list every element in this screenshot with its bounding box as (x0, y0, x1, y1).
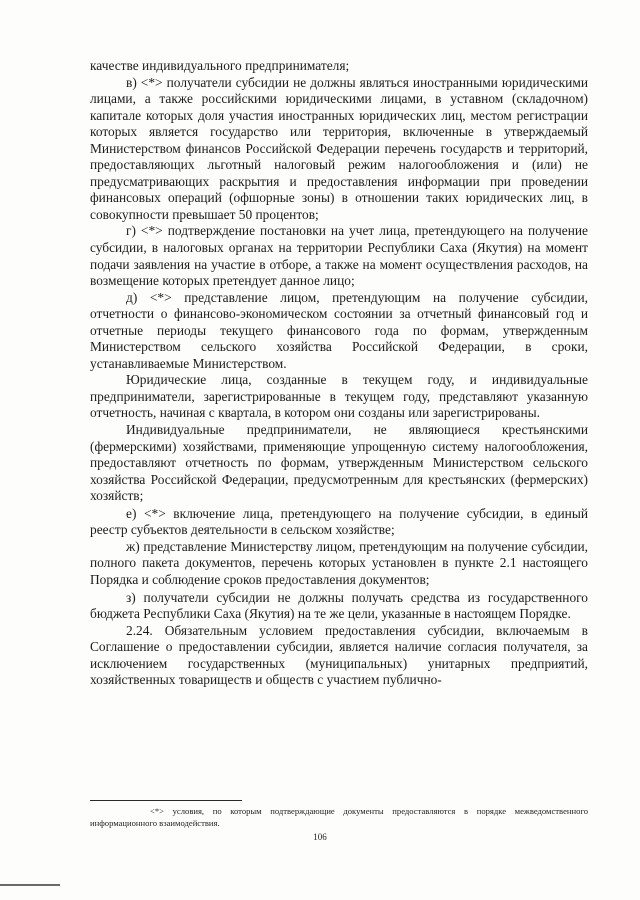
footnote-separator (90, 800, 242, 801)
paragraph-condition-d: д) <*> представление лицом, претендующим на получение субсидии, отчетности о финансово-экономическом состоянии за отчетный финансовый год и отчетные периоды текущего финансового года по формам, утвержденным Министерством сельского хозяйства Российской Федерации, в сроки, устанавливаемые Министерством. (90, 289, 588, 371)
paragraph-2-24: 2.24. Обязательным условием предоставления субсидии, включаемым в Соглашение о предоставлении субсидии, является наличие согласия получателя, за исключением государственных (муниципальных) унитарных предприятий, хозяйственных товариществ и обществ с участием публично- (90, 622, 588, 688)
paragraph-condition-v: в) <*> получатели субсидии не должны являться иностранными юридическими лицами, а также российскими юридическими лицами, в уставном (складочном) капитале которых доля участия иностранных юридических лиц, местом регистрации которых является государство или территория, включенные в утверждаемый Министерством финансов Российской Федерации перечень государств и территорий, предоставляющих льготный налоговый режим налогообложения и (или) не предусматривающих раскрытия и предоставления информации при проведении финансовых операций (офшорные зоны) в отношении таких юридических лиц, в совокупности превышает 50 процентов; (90, 74, 588, 222)
paragraph-condition-zh: ж) представление Министерству лицом, претендующим на получение субсидии, полного пакета документов, перечень которых установлен в пункте 2.1 настоящего Порядка и соблюдение сроков предоставления документов; (90, 538, 588, 587)
paragraph-condition-e: е) <*> включение лица, претендующего на получение субсидии, в единый реестр субъектов деятельности в сельском хозяйстве; (90, 505, 588, 538)
page-number: 106 (313, 832, 327, 842)
footnote: <*> условия, по которым подтверждающие документы предоставляются в порядке межведомственного информационного взаимодействия. (90, 806, 588, 828)
paragraph-condition-g: г) <*> подтверждение постановки на учет лица, претендующего на получение субсидии, в налоговых органах на территории Республики Саха (Якутия) на момент подачи заявления на участие в отборе, а также на момент осуществления расходов, на возмещение которых претендует данное лицо; (90, 223, 588, 289)
paragraph-continuation: качестве индивидуального предпринимателя; (90, 58, 350, 73)
document-body (90, 58, 588, 689)
paragraph-individual-entrepreneurs: Индивидуальные предприниматели, не являющиеся крестьянскими (фермерскими) хозяйствами, применяющие упрощенную систему налогообложения, предоставляют отчетность по формам, утвержденным Министерством сельского хозяйства Российской Федерации, предусмотренным для крестьянских (фермерских) хозяйств; (90, 422, 588, 504)
scan-edge-mark (0, 884, 60, 886)
paragraph-legal-entities: Юридические лица, созданные в текущем году, и индивидуальные предприниматели, зарегистрированные в текущем году, представляют указанную отчетность, начиная с квартала, в котором они созданы или зарегистрированы. (90, 372, 588, 421)
paragraph-condition-z: з) получатели субсидии не должны получать средства из государственного бюджета Республики Саха (Якутия) на те же цели, указанные в настоящем Порядке. (90, 589, 588, 622)
